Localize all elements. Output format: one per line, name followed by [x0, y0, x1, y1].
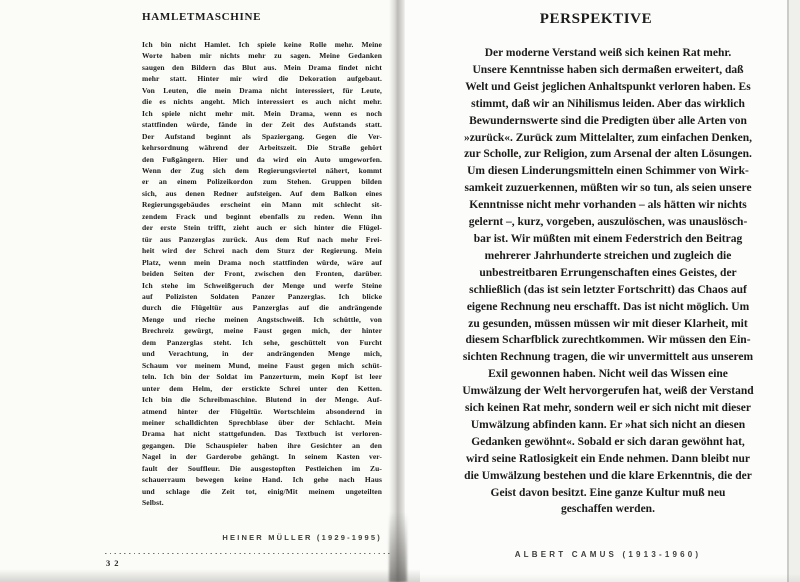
text-line: Exil gewonnen haben. Nicht weil das Wissen eine: [488, 368, 728, 381]
text-line: diesem Scharfblick zurechtkommen. Wir müssen den Ein-: [465, 334, 751, 347]
text-line: schließlich (das ist sein letzter Fortschritt) das Chaos auf: [469, 283, 747, 296]
text-line: mehrerer Jahrhunderte streichen und zugleich die: [484, 249, 732, 262]
right-page-title: PERSPEKTIVE: [539, 11, 653, 27]
right-attribution: ALBERT CAMUS (1913-1960): [514, 550, 702, 559]
text-line: Drama hat nicht stattgefunden. Das Textbuch ist verloren-: [142, 429, 382, 439]
text-line: bar ist. Wir müßten mit einem Federstrich den Beitrag: [473, 232, 743, 245]
left-attribution: HEINER MÜLLER (1929-1995): [222, 533, 382, 542]
book-gutter-shadow: [389, 0, 405, 582]
text-line: kehrsordnung während der Arbeitszeit. Die Straße gehört: [142, 143, 382, 153]
text-line: saugen den Bildern das Blut aus. Mein Drama findet nicht: [142, 62, 382, 72]
text-line: schauerraum bewegen keine Hand. Ich gehe nach Haus: [142, 475, 382, 485]
text-line: Umwälzung der Welt hervorgerufen hat, weiß der Verstand: [462, 385, 754, 398]
text-line: Regierungsgebäudes erscheint ein Mann mit schlecht sit-: [142, 200, 382, 210]
text-line: Selbst.: [142, 498, 164, 508]
text-line: unter dem Helm, der erstickte Schrei unter den Ketten.: [142, 383, 382, 393]
text-line: er an einem Polizeikordon zum Stehen. Gruppen bilden: [142, 177, 382, 187]
text-line: Ich bin die Schreibmaschine. Blutend in der Menge. Auf-: [142, 395, 382, 405]
text-line: wird seine Ratlosigkeit ein Ende nehmen. Dann bleibt nur: [465, 452, 751, 465]
text-line: gelernt –, kurz, vorgeben, auszulöschen, was unauslösch-: [468, 216, 748, 229]
text-line: eigene Rechnung neu erschafft. Das ist nicht möglich. Um: [466, 300, 750, 313]
text-line: »zurück«. Zurück zum Mittelalter, zum einfachen Denken,: [463, 131, 752, 144]
text-line: meiner schalldichten Sprechblase über der Schlacht. Mein: [142, 417, 382, 427]
text-line: Geist davon besitzt. Eine ganze Kultur muß neu: [490, 486, 726, 499]
text-line: samkeit zuzuerkennen, müßten wir so tun, als seien unsere: [464, 182, 752, 195]
text-line: und schlage die Zeit tot, einig/Mit meinem ungeteilten: [142, 486, 382, 496]
text-line: Schaum vor meinem Mund, meine Faust gegen mich schüt-: [142, 360, 382, 370]
bottom-scan-shadow-right: [420, 574, 800, 582]
text-line: durch die Flügeltür aus Panzerglas auf die andrängende: [142, 303, 382, 313]
text-line: sich keinen Rat mehr, sondern weil er sich nicht mit dieser: [465, 402, 751, 415]
text-line: Ich bin nicht Hamlet. Ich spiele keine Rolle mehr. Meine: [142, 40, 382, 49]
text-line: beiden Seiten der Front, zwischen den Fronten, darüber.: [142, 269, 382, 279]
text-line: geschaffen werden.: [561, 503, 655, 516]
text-line: Ich spiele nicht mehr mit. Mein Drama, wenn es noch: [142, 108, 382, 118]
text-line: die Umwälzung bestehen und die klare Erkenntnis, die der: [464, 469, 752, 482]
right-page-edge: [787, 0, 800, 582]
text-line: Bewundernswerte sind die Predigten über alle Arten von: [469, 114, 747, 127]
page-number: 32: [106, 558, 123, 568]
text-line: und Verachtung, in der andrängenden Menge mich,: [142, 349, 382, 359]
text-line: teln. Ich bin der Soldat im Panzerturm, mein Kopf ist leer: [142, 372, 382, 382]
left-page: [0, 0, 396, 582]
text-line: Worte haben mir nichts mehr zu sagen. Meine Gedanken: [142, 51, 382, 61]
text-line: dem Panzerglas steht. Ich sehe, geschüttelt von Furcht: [142, 337, 382, 347]
bottom-scan-shadow-left: [0, 569, 420, 582]
text-line: fault der Souffleur. Die ausgestopften Pestleichen im Zu-: [142, 463, 382, 473]
text-line: unbestreitbaren Errungenschaften eines Geistes, der: [479, 266, 737, 279]
text-line: stattfinden würde, fände in der Zeit des Aufstands statt.: [142, 120, 382, 130]
text-line: Wenn der Zug sich dem Regierungsviertel nähert, kommt: [142, 165, 382, 175]
perspektive-body-text: [430, 45, 786, 518]
hamletmaschine-body-text: [142, 39, 382, 509]
right-page: [404, 0, 788, 582]
text-line: zur Scholle, zur Religion, zum Arsenal der alten Lösungen.: [464, 148, 752, 161]
text-line: zu gesunden, müssen müssen wir mit dieser Klarheit, mit: [468, 317, 748, 330]
text-line: Von Leuten, die mein Drama nicht interessiert, für Leute,: [142, 85, 382, 95]
text-line: Welt und Geist jeglichen Anhaltspunkt verloren haben. Es: [465, 80, 751, 93]
left-page-title: HAMLETMASCHINE: [142, 11, 262, 23]
text-line: Platz, wenn mein Drama noch stattfinden würde, wäre auf: [142, 257, 382, 267]
text-line: Um diesen Linderungsmitteln einen Schimmer von Wirk-: [467, 165, 749, 178]
text-line: mehr statt. Hinter mir wird die Dekoration aufgebaut.: [142, 74, 382, 84]
text-line: die es nichts angeht. Mich interessiert es auch nicht mehr.: [142, 97, 382, 107]
text-line: Umwälzung abfinden kann. Er »hat sich nicht an diesen: [470, 418, 746, 431]
text-line: atmend hinter der Flügeltür. Wortschleim absondernd in: [142, 406, 382, 416]
text-line: der erste Stein trifft, zieht auch er sich hinter die Flügel-: [142, 223, 382, 233]
text-line: Kenntnisse nicht mehr vorhanden – als hätten wir nichts: [469, 199, 747, 212]
text-line: heit wird der Schrei nach dem Sturz der Regierung. Mein: [142, 246, 382, 256]
text-line: Brechreiz gewürgt, meine Faust gegen mich, der hinter: [142, 326, 382, 336]
text-line: Der Aufstand beginnt als Spaziergang. Gegen die Ver-: [142, 131, 382, 141]
text-line: auf Polizisten Soldaten Panzer Panzerglas. Ich blicke: [142, 291, 382, 301]
text-line: gegangen. Die Schauspieler haben ihre Gesichter an den: [142, 440, 382, 450]
text-line: Ich stehe im Schweißgeruch der Menge und werfe Steine: [142, 280, 382, 290]
text-line: Nagel in der Garderobe gehängt. In seinem Kasten ver-: [142, 452, 382, 462]
text-line: sichten Rechnung tragen, die wir unvermittelt aus unserem: [462, 351, 754, 364]
text-line: stimmt, daß wir an Nihilismus leiden. Aber das wirklich: [471, 97, 745, 110]
text-line: den Fußgängern. Hier und da wird ein Auto umgeworfen.: [142, 154, 382, 164]
text-line: zendem Frack und beginnt ebenfalls zu reden. Wenn ihn: [142, 211, 382, 221]
text-line: tür aus Panzerglas zurück. Aus dem Ruf nach mehr Frei-: [142, 234, 382, 244]
footer-dotted-rule: [105, 553, 391, 554]
text-line: Der moderne Verstand weiß sich keinen Rat mehr.: [484, 47, 732, 59]
text-line: sich, aus denen Redner aufsteigen. Auf dem Balkon eines: [142, 188, 382, 198]
text-line: Menge und rieche meinen Angstschweiß. Ich schüttle, von: [142, 314, 382, 324]
text-line: Unsere Kenntnisse haben sich dermaßen erweitert, daß: [472, 63, 744, 76]
text-line: Gedanken gewöhnt«. Sobald er sich daran gewöhnt hat,: [471, 435, 745, 448]
